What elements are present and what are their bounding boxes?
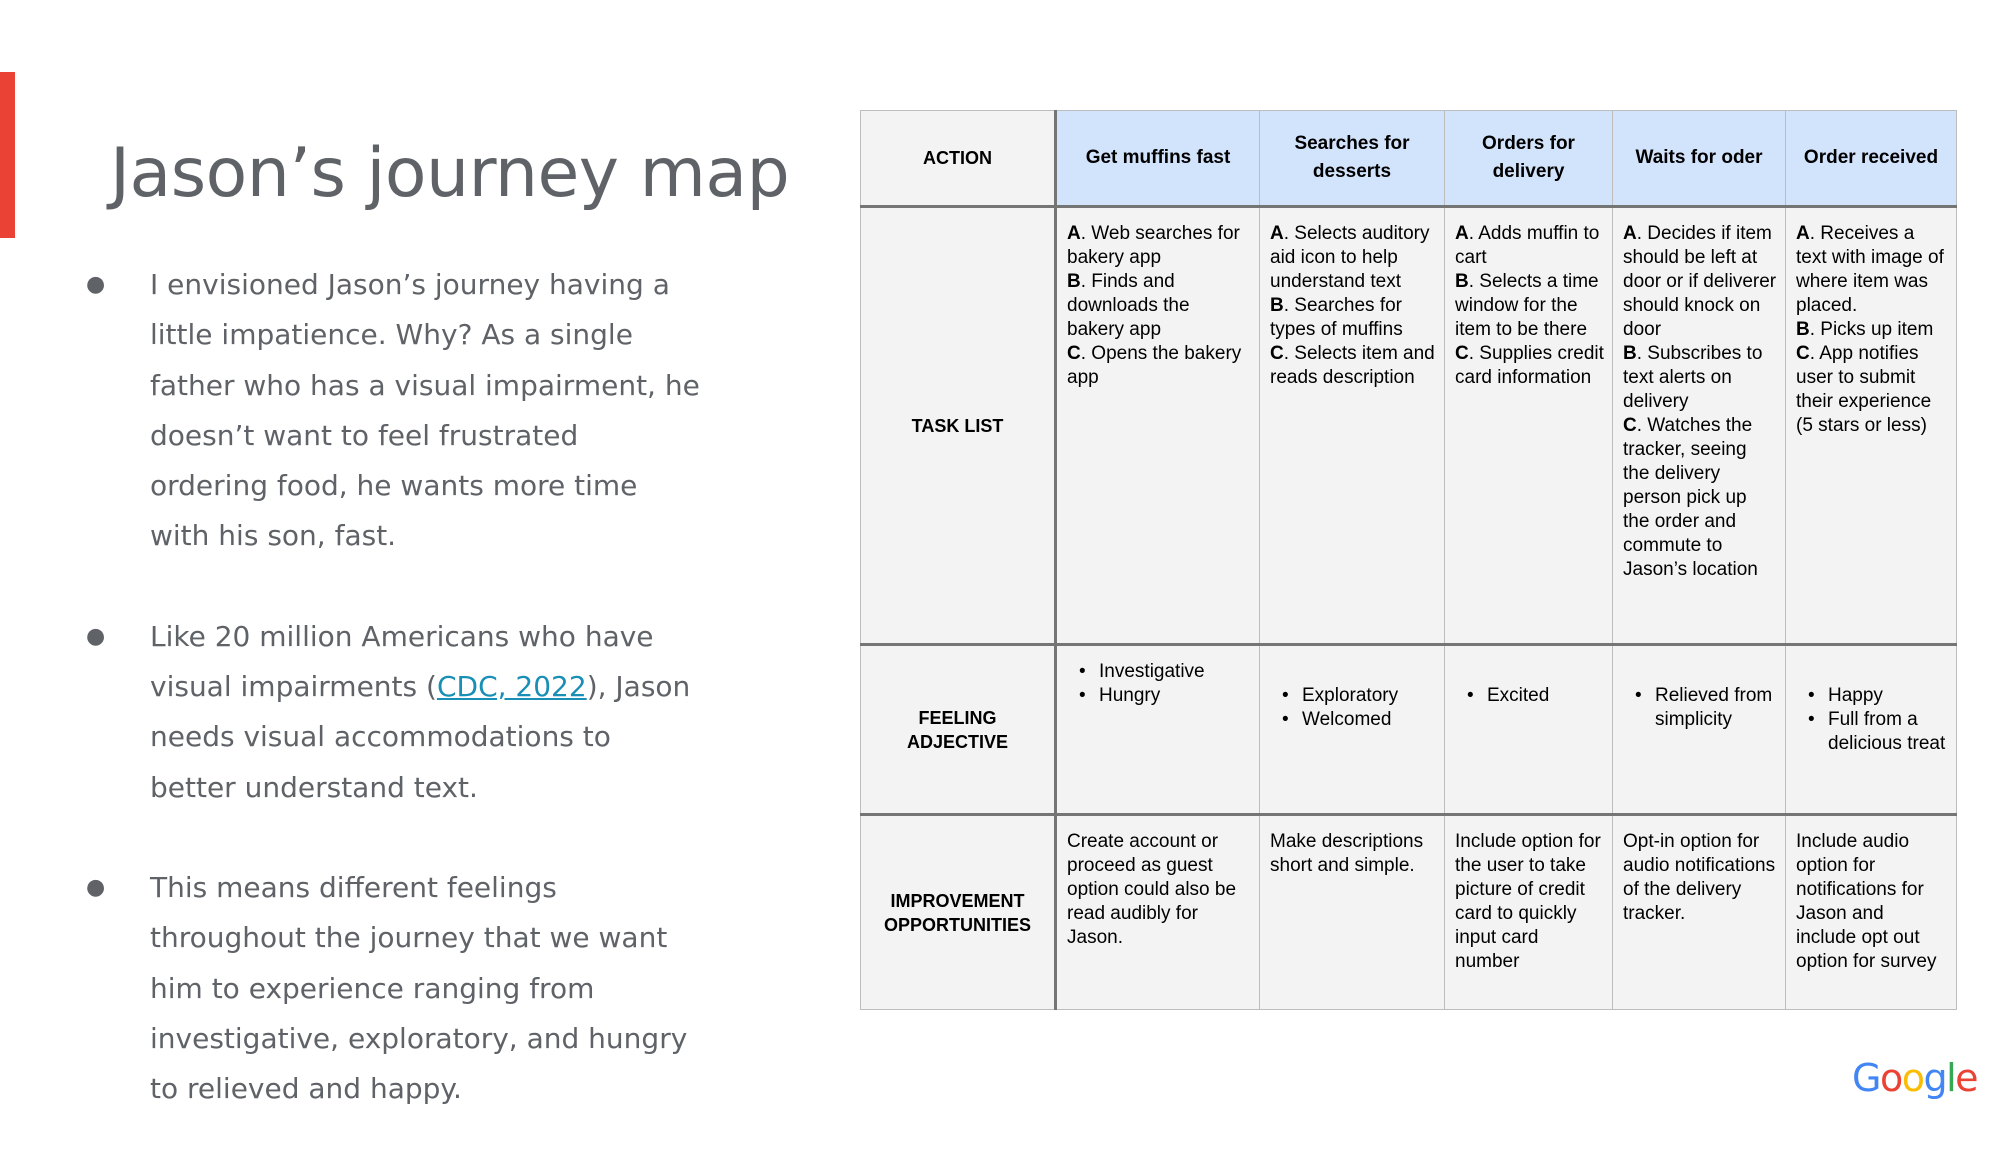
improvement-label: IMPROVEMENT OPPORTUNITIES xyxy=(861,815,1056,1010)
task-cell xyxy=(1445,207,1613,645)
cdc-citation-link[interactable]: CDC, 2022 xyxy=(436,670,587,704)
bullet-item xyxy=(80,863,700,1114)
feeling-cell xyxy=(1445,645,1613,815)
feeling-cell xyxy=(1056,645,1260,815)
task-cell xyxy=(1786,207,1957,645)
logo-letter: o xyxy=(1879,1056,1902,1100)
stage-header: Searches for desserts xyxy=(1260,111,1445,207)
feeling-row xyxy=(861,645,1957,815)
stage-header: Get muffins fast xyxy=(1056,111,1260,207)
stage-header: Orders for delivery xyxy=(1445,111,1613,207)
task-item: C. Opens the bakery app xyxy=(1067,343,1242,388)
feeling-item: • Investigative xyxy=(1067,660,1251,684)
journey-map-table xyxy=(860,110,1957,1010)
bullet-item xyxy=(80,260,700,562)
feeling-item: • Hungry xyxy=(1067,684,1251,708)
task-item: B. Selects a time window for the item to be there xyxy=(1455,271,1599,340)
bullet-text: I envisioned Jason’s journey having a little impatience. Why? As a single father who has a visual impairment, he doesn’t want to feel frustrated ordering food, he wants more time with his son, fast. xyxy=(150,268,700,553)
improvement-cell: Create account or proceed as guest option could also be read audibly for Jason. xyxy=(1056,815,1260,1010)
task-item: A. Adds muffin to cart xyxy=(1455,223,1600,268)
improvement-row xyxy=(861,815,1957,1010)
feeling-item: • Full from a delicious treat xyxy=(1796,708,1948,756)
task-item: A. Receives a text with image of where item was placed. xyxy=(1796,223,1944,316)
action-header-cell: ACTION xyxy=(861,111,1056,207)
task-item: A. Web searches for bakery app xyxy=(1067,223,1240,268)
task-item: C. Watches the tracker, seeing the delivery person pick up the order and commute to Jason’s location xyxy=(1623,415,1758,580)
bullet-text: This means different feelings throughout the journey that we want him to experience ranging from investigative, exploratory, and hungry to relieved and happy. xyxy=(150,870,688,1106)
improvement-cell: Opt-in option for audio notifications of the delivery tracker. xyxy=(1613,815,1786,1010)
logo-letter: l xyxy=(1946,1056,1956,1100)
table-header-row xyxy=(861,111,1957,207)
bullet-item xyxy=(80,612,700,813)
logo-letter: o xyxy=(1901,1056,1924,1100)
logo-letter: e xyxy=(1955,1056,1978,1100)
improvement-cell: Make descriptions short and simple. xyxy=(1260,815,1445,1010)
task-item: A. Decides if item should be left at door or if deliverer should knock on door xyxy=(1623,223,1777,340)
bullet-dot-icon: ● xyxy=(86,623,106,649)
improvement-cell[interactable]: Include audio option for notifications for Jason and include opt out option for survey xyxy=(1786,815,1957,1010)
bullet-text-pre: Like 20 million Americans who have visual impairments ( xyxy=(150,619,654,704)
feeling-label: FEELING ADJECTIVE xyxy=(861,645,1056,815)
improvement-cell: Include option for the user to take picture of credit card to quickly input card number xyxy=(1445,815,1613,1010)
google-logo xyxy=(1852,1058,1977,1098)
feeling-item: • Relieved from simplicity xyxy=(1623,684,1777,732)
task-item: C. App notifies user to submit their experience (5 stars or less) xyxy=(1796,343,1932,436)
bullet-list xyxy=(80,260,700,1164)
feeling-item: • Happy xyxy=(1796,684,1948,708)
feeling-cell xyxy=(1260,645,1445,815)
task-item: B. Finds and downloads the bakery app xyxy=(1067,271,1190,340)
task-cell xyxy=(1260,207,1445,645)
slide-title: Jason’s journey map xyxy=(110,134,790,213)
task-list-row xyxy=(861,207,1957,645)
feeling-cell xyxy=(1786,645,1957,815)
task-cell xyxy=(1056,207,1260,645)
task-item: C. Selects item and reads description xyxy=(1270,343,1435,388)
feeling-cell xyxy=(1613,645,1786,815)
logo-letter: G xyxy=(1852,1056,1880,1100)
stage-header: Order received xyxy=(1786,111,1957,207)
accent-bar xyxy=(0,72,15,238)
stage-header: Waits for oder xyxy=(1613,111,1786,207)
task-item: B. Picks up item xyxy=(1796,319,1934,340)
task-item: B. Searches for types of muffins xyxy=(1270,295,1403,340)
bullet-dot-icon: ● xyxy=(86,874,106,900)
bullet-text-post: ), Jason needs visual accommodations to better understand text. xyxy=(150,670,691,804)
feeling-item: • Excited xyxy=(1455,684,1604,708)
bullet-dot-icon: ● xyxy=(86,272,106,297)
feeling-item: • Welcomed xyxy=(1270,708,1436,732)
task-item: C. Supplies credit card information xyxy=(1455,343,1604,388)
task-item: A. Selects auditory aid icon to help understand text xyxy=(1270,223,1430,292)
logo-letter: g xyxy=(1923,1056,1947,1100)
task-list-label: TASK LIST xyxy=(861,207,1056,645)
task-cell xyxy=(1613,207,1786,645)
task-item: B. Subscribes to text alerts on delivery xyxy=(1623,343,1763,412)
feeling-item: • Exploratory xyxy=(1270,684,1436,708)
